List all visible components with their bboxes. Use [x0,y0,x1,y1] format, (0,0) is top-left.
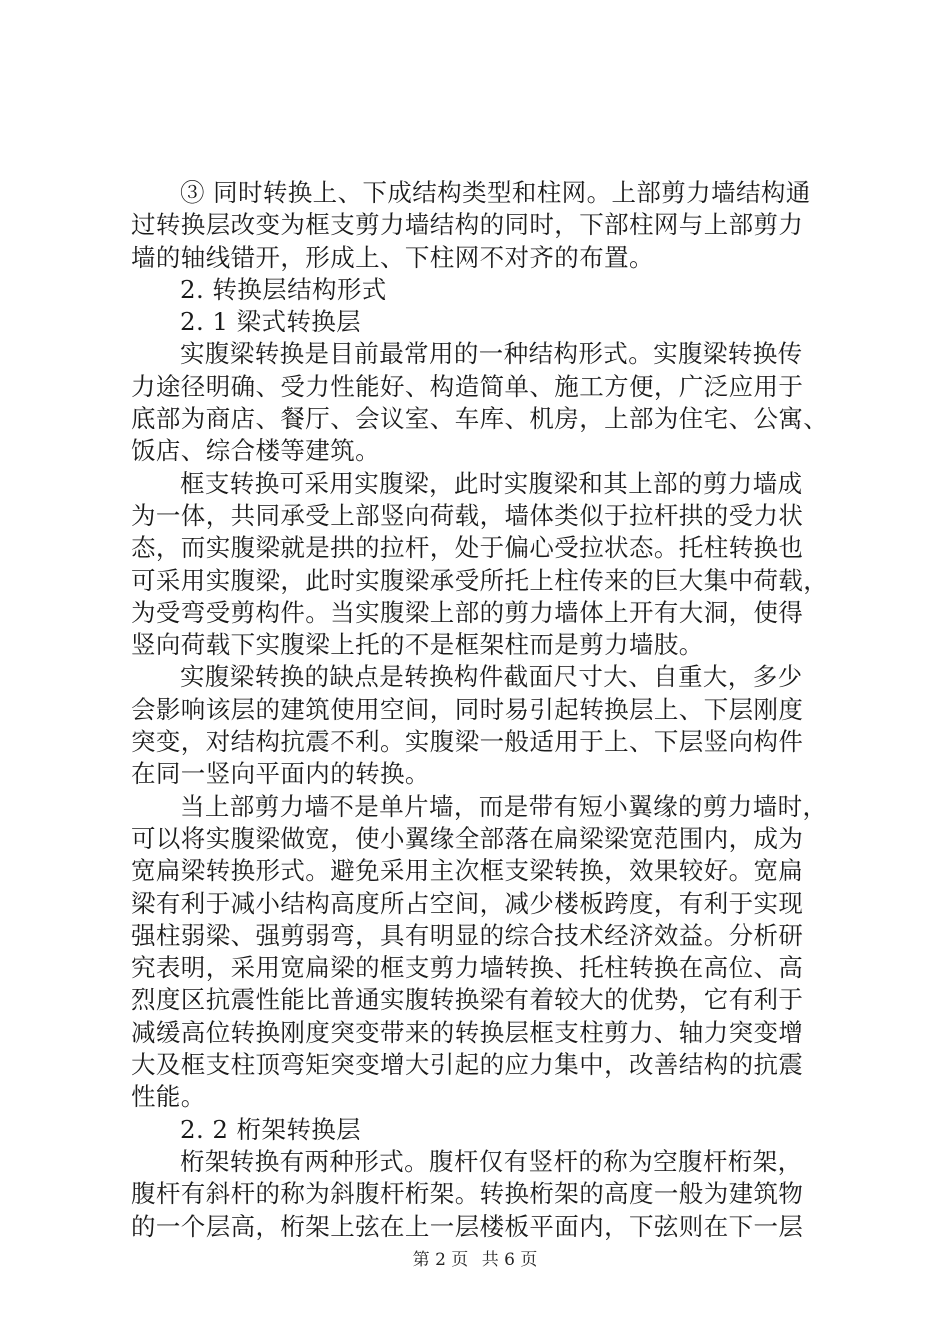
document-body [131,177,831,1243]
section-heading-2-1 [131,306,831,338]
text-line: 实腹梁转换是目前最常用的一种结构形式。实腹梁转换传 [180,339,803,369]
text-line: 态，而实腹梁就是拱的拉杆，处于偏心受拉状态。托柱转换也 [131,533,804,563]
paragraph-intro-item-3 [131,177,831,274]
text-line: 过转换层改变为框支剪力墙结构的同时，下部柱网与上部剪力 [131,210,804,240]
text-line: 强柱弱梁、强剪弱弯，具有明显的综合技术经济效益。分析研 [131,920,804,950]
page-number: 第 2 页 [412,1250,469,1270]
heading-text: 2. 1 梁式转换层 [180,307,362,337]
text-line: 腹杆有斜杆的称为斜腹杆桁架。转换桁架的高度一般为建筑物 [131,1179,804,1209]
text-line: 饭店、综合楼等建筑。 [131,436,380,466]
text-line: 实腹梁转换的缺点是转换构件截面尺寸大、自重大，多少 [180,662,803,692]
heading-text: 2. 转换层结构形式 [180,274,387,304]
text-line: 墙的轴线错开，形成上、下柱网不对齐的布置。 [131,242,654,272]
section-heading-2-2 [131,1114,831,1146]
text-line: 宽扁梁转换形式。避免采用主次框支梁转换，效果较好。宽扁 [131,856,804,886]
heading-text: 2. 2 桁架转换层 [180,1114,362,1144]
text-line: 桁架转换有两种形式。腹杆仅有竖杆的称为空腹杆桁架， [180,1146,803,1176]
paragraph-solid-web-beam [131,338,831,467]
text-line: 会影响该层的建筑使用空间，同时易引起转换层上、下层刚度 [131,694,804,724]
text-line: 框支转换可采用实腹梁，此时实腹梁和其上部的剪力墙成 [180,468,803,498]
paragraph-frame-support-transfer [131,468,831,662]
text-line: 力途径明确、受力性能好、构造简单、施工方便，广泛应用于 [131,371,804,401]
text-line: 在同一竖向平面内的转换。 [131,759,430,789]
text-line: 性能。 [131,1082,206,1112]
text-line: 可以将实腹梁做宽，使小翼缘全部落在扁梁梁宽范围内，成为 [131,823,804,853]
paragraph-wide-flat-beam [131,791,831,1114]
text-line: 为受弯受剪构件。当实腹梁上部的剪力墙体上开有大洞，使得 [131,597,804,627]
paragraph-truss-transfer [131,1146,831,1243]
text-line: 减缓高位转换刚度突变带来的转换层框支柱剪力、轴力突变增 [131,1017,804,1047]
paragraph-drawbacks [131,661,831,790]
text-line: 可采用实腹梁，此时实腹梁承受所托上柱传来的巨大集中荷载， [131,565,829,595]
text-line: 突变，对结构抗震不利。实腹梁一般适用于上、下层竖向构件 [131,727,804,757]
page-total: 共 6 页 [481,1250,538,1270]
text-line: 梁有利于减小结构高度所占空间，减少楼板跨度，有利于实现 [131,888,804,918]
text-line: 为一体，共同承受上部竖向荷载，墙体类似于拉杆拱的受力状 [131,500,804,530]
text-line: 的一个层高，桁架上弦在上一层楼板平面内，下弦则在下一层 [131,1211,804,1241]
text-line: 竖向荷载下实腹梁上托的不是框架柱而是剪力墙肢。 [131,630,704,660]
text-line: 底部为商店、餐厅、会议室、车库、机房，上部为住宅、公寓、 [131,404,829,434]
text-line: 大及框支柱顶弯矩突变增大引起的应力集中，改善结构的抗震 [131,1050,804,1080]
section-heading-2 [131,274,831,306]
text-line: 当上部剪力墙不是单片墙，而是带有短小翼缘的剪力墙时， [180,791,828,821]
text-line: ③ 同时转换上、下成结构类型和柱网。上部剪力墙结构通 [180,178,811,207]
page-footer [0,1245,950,1270]
text-line: 烈度区抗震性能比普通实腹转换梁有着较大的优势，它有利于 [131,985,804,1015]
text-line: 究表明，采用宽扁梁的框支剪力墙转换、托柱转换在高位、高 [131,953,804,983]
